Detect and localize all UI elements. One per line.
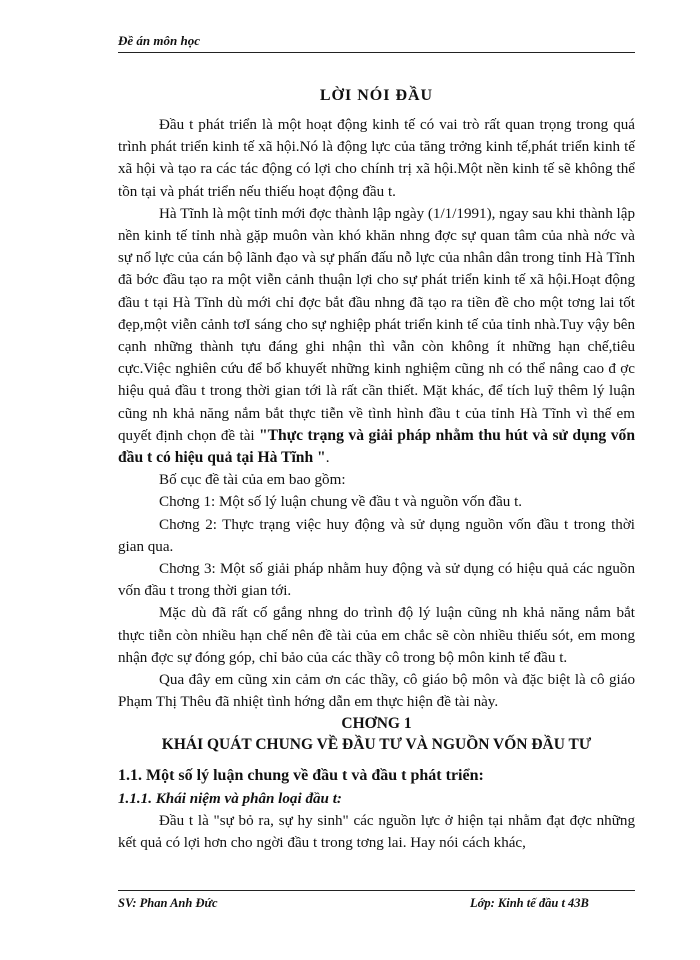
footer-class xyxy=(470,896,589,911)
paragraph: Qua đây em cũng xin cảm ơn các thầy, cô giáo bộ môn và đặc biệt là cô giáo Phạm Thị Thêu đã nhiệt tình hớng dẫn em thực hiện đề tài này. xyxy=(118,672,635,711)
header-rule xyxy=(118,52,635,53)
footer-class-label: Lớp: xyxy=(470,896,495,910)
paragraph: Đầu t phát triển là một hoạt động kinh tế có vai trò rất quan trọng trong quá trình phát triển kinh tế xã hội.Nó là động lực của tăng trởng kinh tế,phát triển kinh tế xã hội và tạo ra các tác động có lợi cho chính trị xã hội.Một nền kinh tế sẽ không thể tồn tại và phát triển nếu thiếu hoạt động đầu t. xyxy=(118,117,635,200)
paragraph xyxy=(118,203,635,469)
footer-student: SV: Phan Anh Đức xyxy=(118,896,218,910)
footer-rule xyxy=(118,890,635,891)
chapter-outline-item: Chơng 3: Một số giải pháp nhằm huy động và sử dụng có hiệu quả các nguồn vốn đầu t trong thời gian tới. xyxy=(118,561,635,600)
chapter-title: KHÁI QUÁT CHUNG VỀ ĐẦU TƯ VÀ NGUỒN VỐN ĐẦU TƯ xyxy=(161,736,592,754)
paragraph-end: . xyxy=(325,450,330,467)
paragraph: Đầu t là "sự bỏ ra, sự hy sinh" các nguồn lực ở hiện tại nhằm đạt đợc những kết quả có lợi hơn cho ngời đầu t trong tơng lai. Hay nói cách khác, xyxy=(118,812,635,852)
subsection-heading: 1.1.1. Khái niệm và phân loại đầu t: xyxy=(118,790,342,807)
chapter-outline-item: Chơng 2: Thực trạng việc huy động và sử dụng nguồn vốn đầu t trong thời gian qua. xyxy=(118,516,635,555)
chapter-number: CHƠNG 1 xyxy=(341,715,412,733)
page-content xyxy=(118,84,635,854)
page-title: LỜI NÓI ĐẦU xyxy=(319,87,434,104)
paragraph: Bố cục đề tài của em bao gồm: xyxy=(159,472,346,489)
document-header-title: Đề án môn học xyxy=(118,33,200,48)
chapter-outline-item: Chơng 1: Một số lý luận chung về đầu t và nguồn vốn đầu t. xyxy=(159,494,523,511)
section-heading: 1.1. Một số lý luận chung về đầu t và đầu t phát triển: xyxy=(118,767,484,785)
paragraph: Mặc dù đã rất cố gắng nhng do trình độ lý luận cũng nh khả năng nắm bắt thực tiễn còn nhiều hạn chế nên đề tài của em chắc sẽ còn nhiều thiếu sót, em mong nhận đợc sự đóng góp, chỉ bảo của các thầy cô trong bộ môn kinh tế đầu t. xyxy=(118,605,635,666)
footer-class-value: Kinh tế đầu t 43B xyxy=(497,896,589,910)
thesis-topic: "Thực trạng và giải pháp nhằm thu hút và sử dụng vốn đầu t có hiệu quả tại Hà Tĩnh " xyxy=(118,426,635,467)
paragraph-text: Hà Tĩnh là một tỉnh mới đợc thành lập ngày (1/1/1991), ngay sau khi thành lập nền kinh tế tỉnh nhà gặp muôn vàn khó khăn nhng đợc sự quan tâm của nhà nớc và sự nổ lực của cán bộ lãnh đạo và sự phấn đấu nỗ lực của nhân dân trong tỉnh Hà Tĩnh đã bớc đầu tạo ra một viễn cảnh thuận lợi cho sự phát triển kinh tế xã hội.Hoạt động đầu t tại Hà Tĩnh dù mới chỉ đợc bắt đầu nhng đã tạo ra tiền đề cho một tơng lai tốt đẹp,một viễn cảnh tơI sáng cho sự nghiệp phát triển kinh tế của tỉnh nhà.Tuy vậy bên cạnh những thành tựu đáng ghi nhận thì vẫn còn không ít những hạn chế,tiêu cực.Việc nghiên cứu để bổ khuyết những kinh nghiệm cũng nh có thể nâng cao đ ợc hiệu quả đầu t trong thời gian tới là rất cần thiết. Mặt khác, để tích luỹ thêm lý luận cũng nh khả năng nắm bắt thực tiễn về tình hình đầu t của tỉnh Hà Tĩnh vì thế em quyết định chọn đề tài xyxy=(118,205,635,444)
